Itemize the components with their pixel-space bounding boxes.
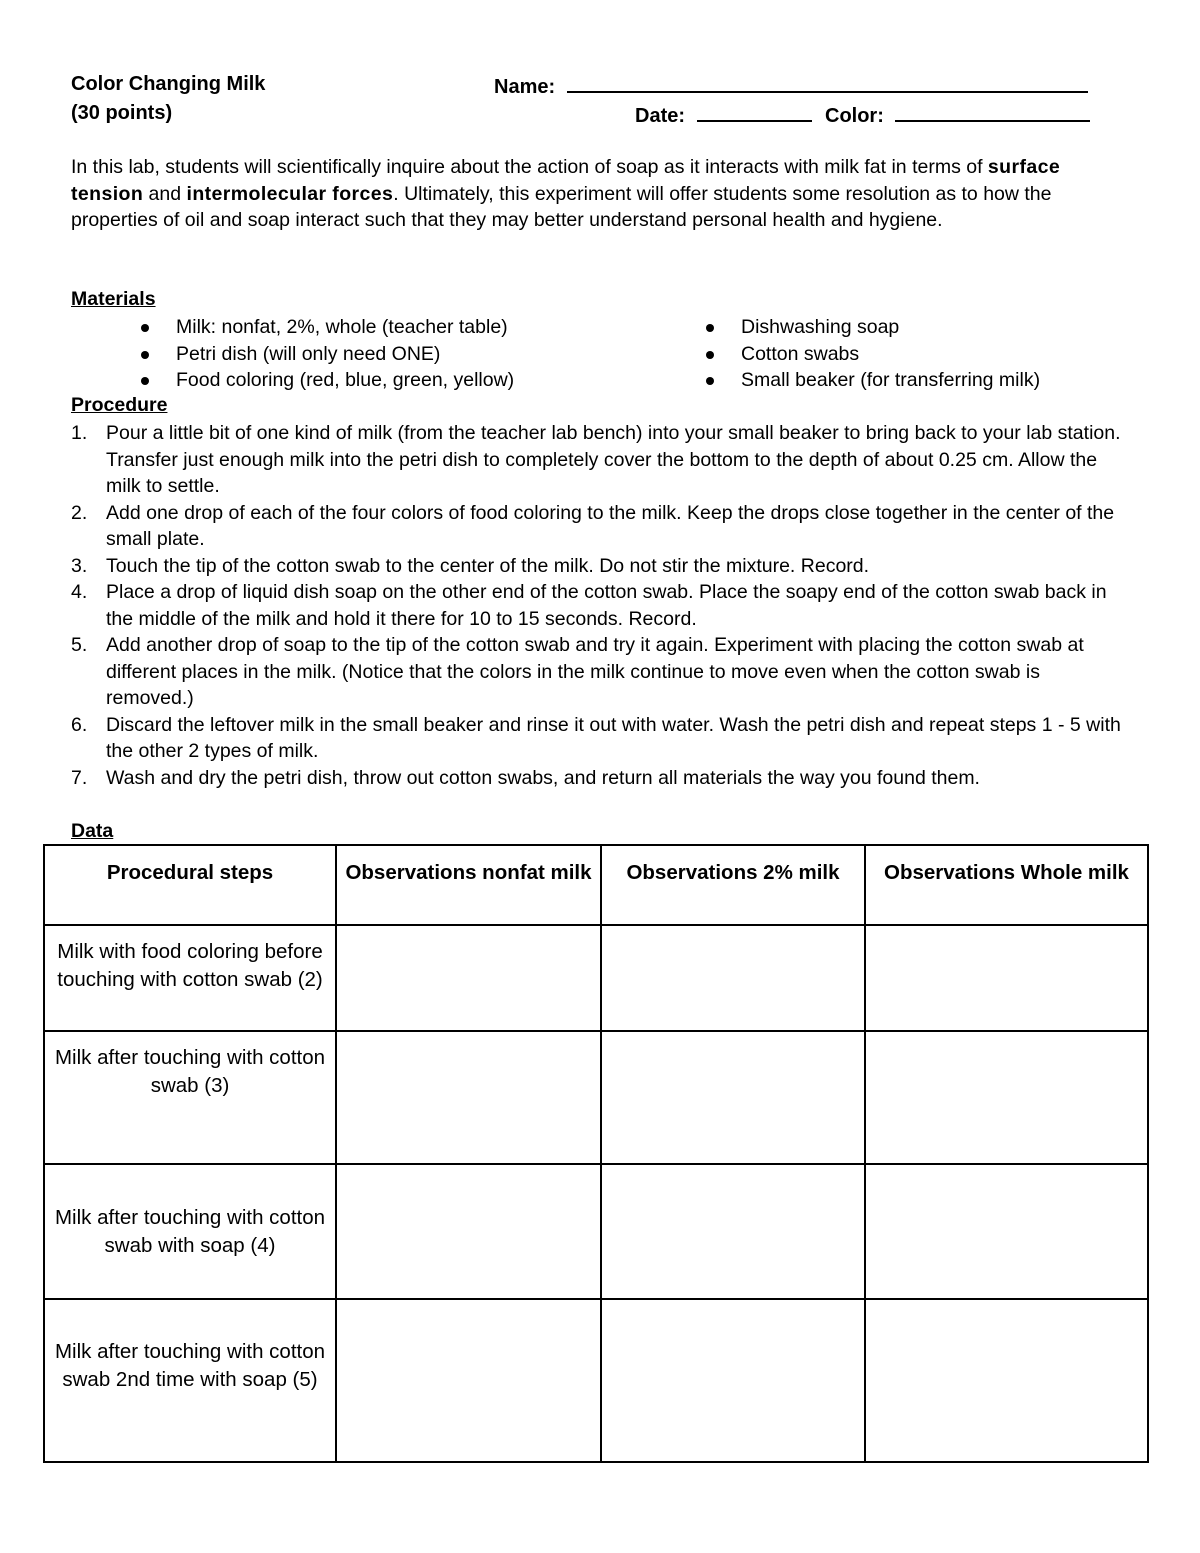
date-field[interactable]: [635, 102, 812, 128]
procedure-step: 3. Touch the tip of the cotton swab to the center of the milk. Do not stir the mixture. Record.: [71, 554, 870, 577]
intro-paragraph: In this lab, students will scientifically inquire about the action of soap as it interacts with milk fat in terms of surface tension and intermolecular forces. Ultimately, this experiment will offer students some resolution as to how the properties of oil and soap interact such that they may better understand personal health and hygiene.: [71, 156, 1061, 231]
list-item: Petri dish (will only need ONE): [141, 341, 514, 368]
row-label: Milk after touching with cotton swab with soap (4): [44, 1164, 336, 1299]
procedure-step: 4. Place a drop of liquid dish soap on the other end of the cotton swab. Place the soapy end of the cotton swab back in the middle of the milk and hold it there for 10 to 15 seconds. Record.: [71, 581, 1107, 630]
list-item: Cotton swabs: [706, 341, 1040, 368]
color-field[interactable]: [825, 102, 1090, 128]
date-blank[interactable]: [697, 102, 812, 122]
procedure-step: 1. Pour a little bit of one kind of milk (from the teacher lab bench) into your small beaker to bring back to your lab station. Transfer just enough milk into the petri dish to completely cover the bottom to the depth of about 0.25 cm. Allow the milk to settle.: [71, 422, 1121, 497]
observation-cell[interactable]: [601, 925, 865, 1031]
observation-cell[interactable]: [336, 1164, 601, 1299]
points-label: (30 points): [71, 102, 173, 124]
name-label: Name:: [494, 76, 556, 98]
observation-cell[interactable]: [601, 1031, 865, 1164]
row-label: Milk after touching with cotton swab (3): [44, 1031, 336, 1164]
procedure-step: 2. Add one drop of each of the four colors of food coloring to the milk. Keep the drops close together in the center of the small plate.: [71, 501, 1115, 550]
name-blank[interactable]: [567, 73, 1088, 93]
table-row: [44, 1299, 1148, 1462]
table-row: [44, 1164, 1148, 1299]
column-header-procedural-steps: Procedural steps: [44, 845, 336, 925]
table-row: [44, 1031, 1148, 1164]
list-item: Dishwashing soap: [706, 314, 1040, 341]
materials-list-left: [141, 314, 514, 394]
observation-cell[interactable]: [865, 1299, 1148, 1462]
name-field[interactable]: [494, 73, 1088, 99]
observation-cell[interactable]: [601, 1164, 865, 1299]
color-label: Color:: [825, 105, 884, 127]
data-table: [43, 844, 1149, 1463]
list-item: Milk: nonfat, 2%, whole (teacher table): [141, 314, 514, 341]
procedure-heading: Procedure: [71, 394, 168, 416]
term-intermolecular-forces: intermolecular forces: [186, 182, 394, 205]
row-label: Milk with food coloring before touching with cotton swab (2): [44, 925, 336, 1031]
table-header-row: [44, 845, 1148, 925]
list-item: Food coloring (red, blue, green, yellow): [141, 367, 514, 394]
observation-cell[interactable]: [865, 925, 1148, 1031]
observation-cell[interactable]: [336, 1299, 601, 1462]
list-item: Small beaker (for transferring milk): [706, 367, 1040, 394]
procedure-step: 6. Discard the leftover milk in the small beaker and rinse it out with water. Wash the petri dish and repeat steps 1 - 5 with the other 2 types of milk.: [71, 713, 1121, 762]
materials-list-right: [706, 314, 1040, 394]
procedure-steps: [71, 420, 1131, 791]
observation-cell[interactable]: [601, 1299, 865, 1462]
date-label: Date:: [635, 105, 686, 127]
materials-heading: Materials: [71, 288, 156, 310]
table-row: [44, 925, 1148, 1031]
observation-cell[interactable]: [865, 1164, 1148, 1299]
row-label: Milk after touching with cotton swab 2nd time with soap (5): [44, 1299, 336, 1462]
observation-cell[interactable]: [336, 925, 601, 1031]
procedure-step: 5. Add another drop of soap to the tip of the cotton swab and try it again. Experiment with placing the cotton swab at different places in the milk. (Notice that the colors in the milk continue to move even when the cotton swab is removed.): [71, 634, 1084, 709]
column-header-2-percent: Observations 2% milk: [601, 845, 865, 925]
column-header-whole: Observations Whole milk: [865, 845, 1148, 925]
data-heading: Data: [71, 820, 114, 842]
procedure-step: 7. Wash and dry the petri dish, throw out cotton swabs, and return all materials the way you found them.: [71, 766, 980, 789]
column-header-nonfat: Observations nonfat milk: [336, 845, 601, 925]
term-surface-tension: surface tension: [71, 156, 1061, 205]
worksheet-title: Color Changing Milk: [71, 73, 266, 95]
color-blank[interactable]: [895, 102, 1090, 122]
observation-cell[interactable]: [865, 1031, 1148, 1164]
observation-cell[interactable]: [336, 1031, 601, 1164]
